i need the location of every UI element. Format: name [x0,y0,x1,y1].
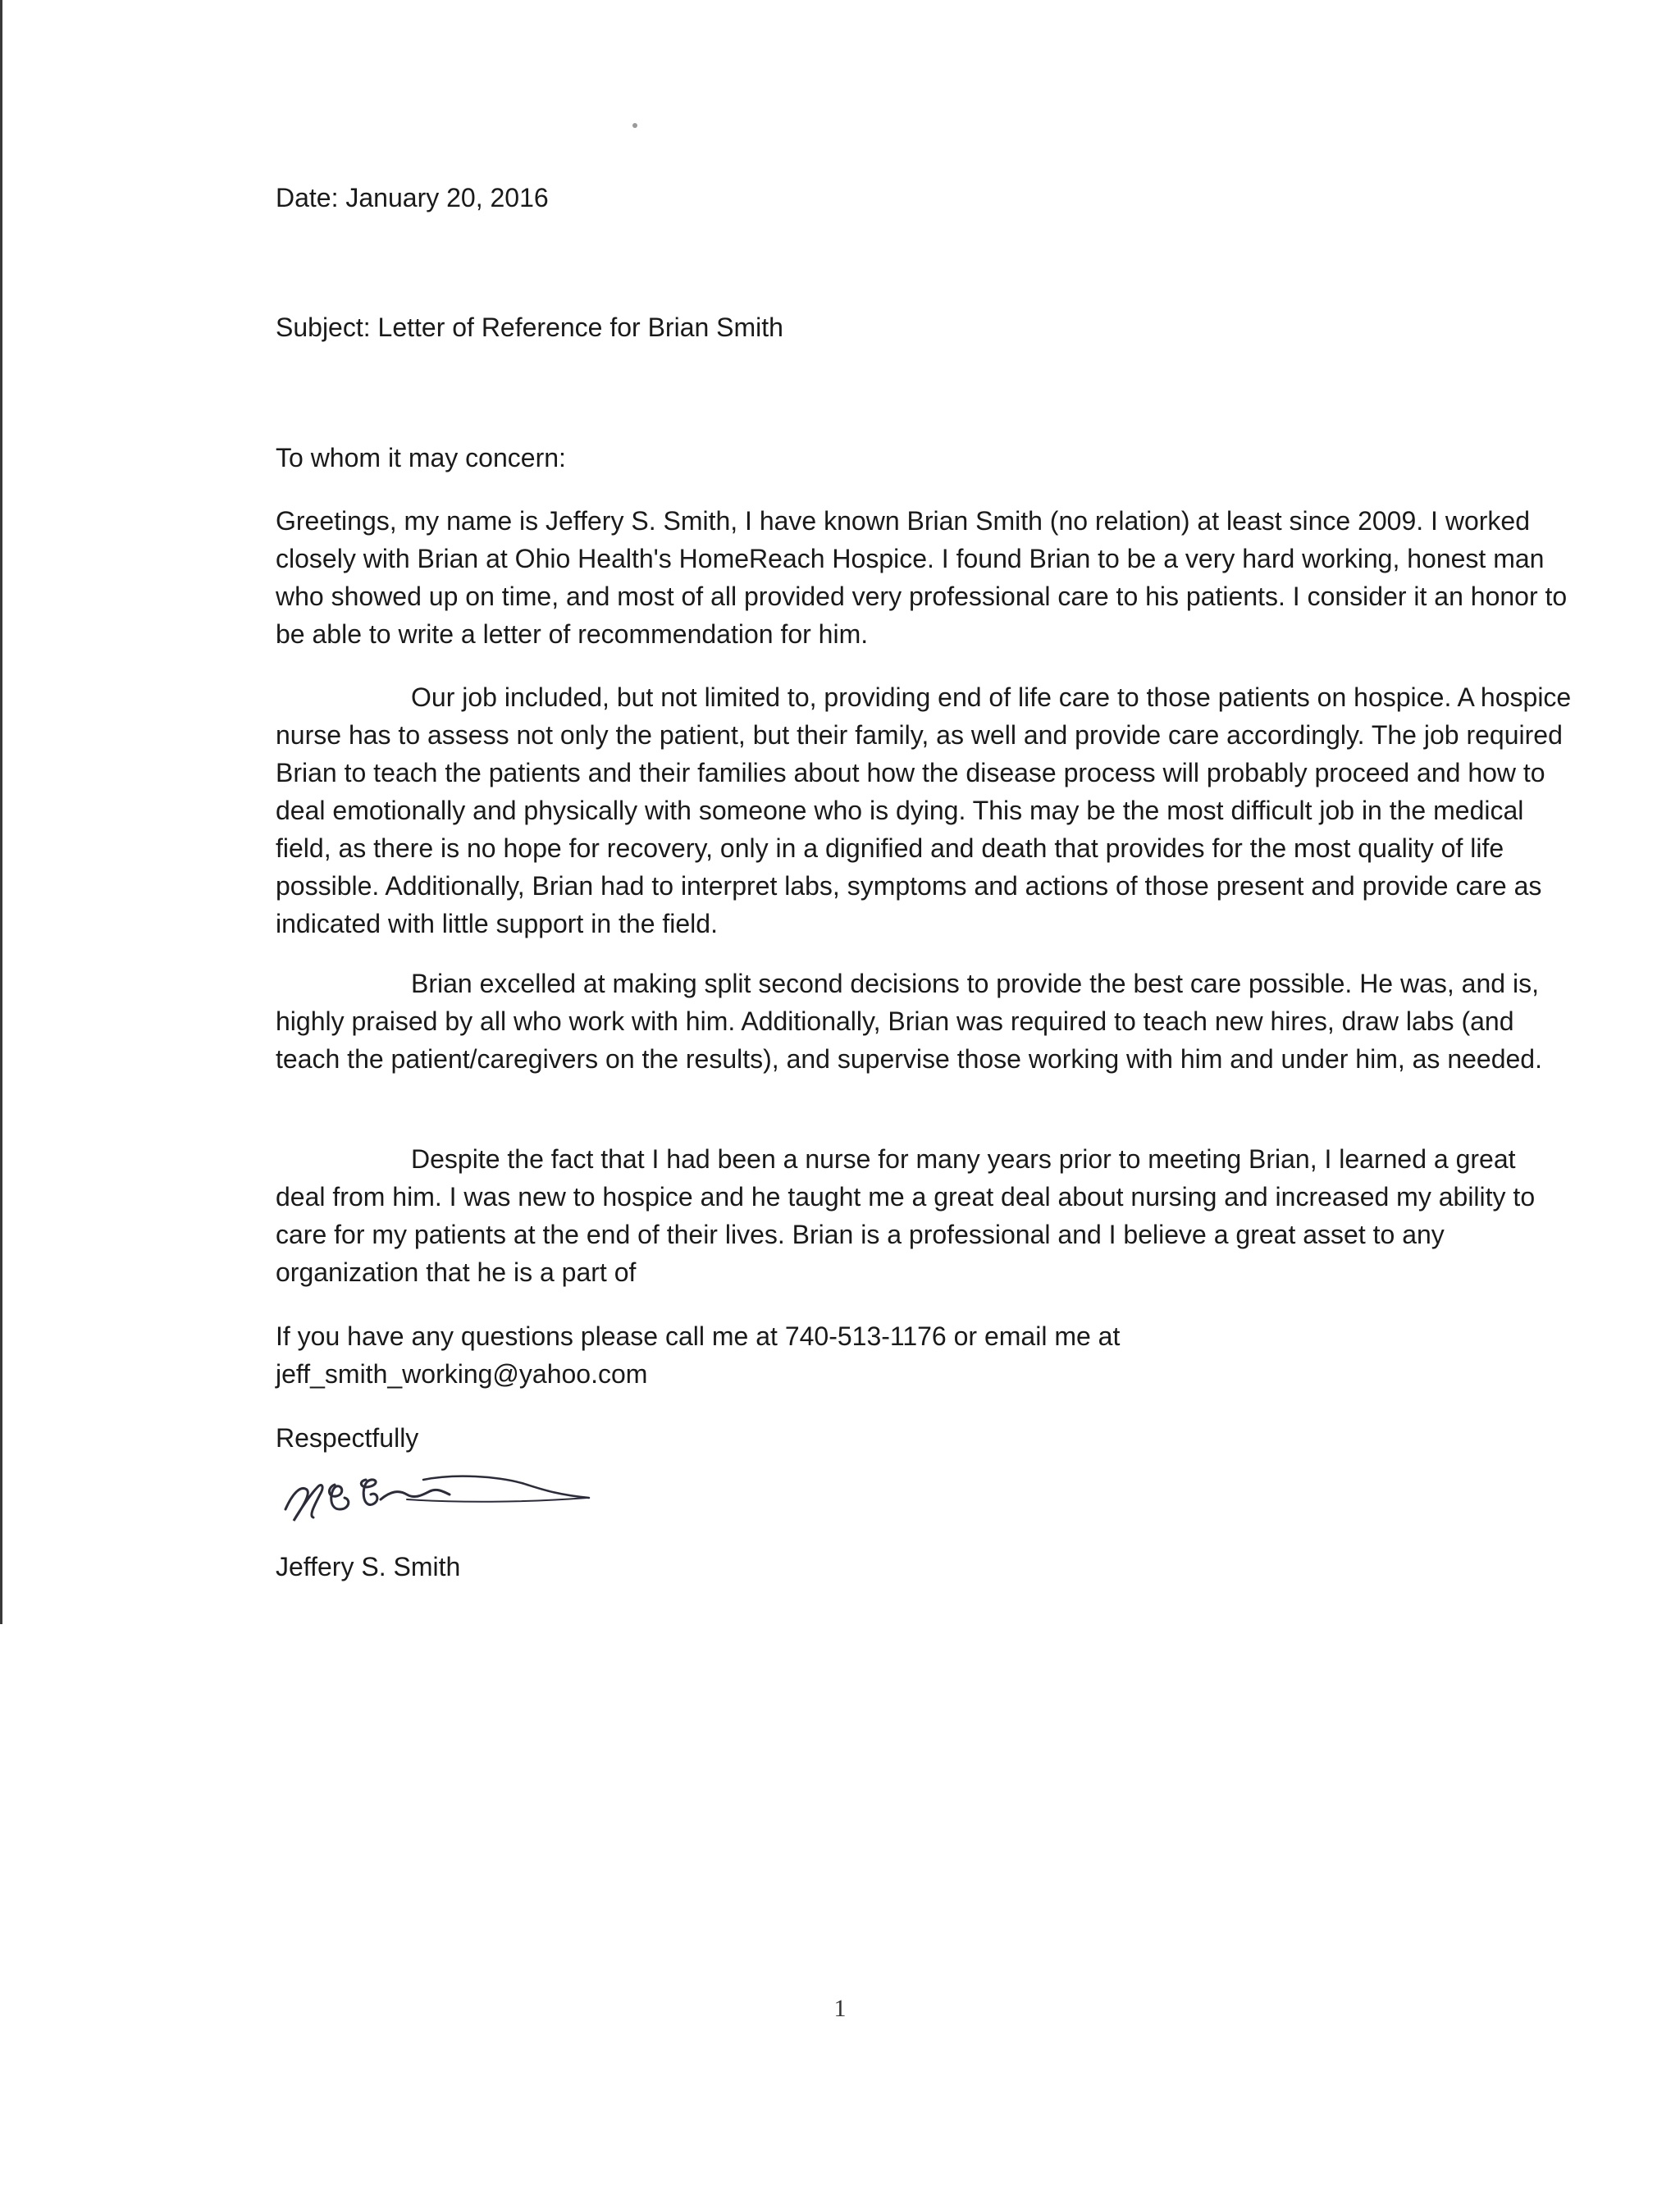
paragraph-intro [276,502,1572,653]
paragraph-personal-experience [276,1140,1572,1291]
handwritten-signature [276,1462,604,1527]
contact-info [276,1317,1572,1393]
contact-email: jeff_smith_working@yahoo.com [276,1359,648,1389]
signer-name: Jeffery S. Smith [276,1552,461,1581]
letter-date: Date: January 20, 2016 [276,183,549,212]
letter-salutation: To whom it may concern: [276,443,566,472]
letter-closing: Respectfully [276,1423,419,1453]
paragraph-text: Brian excelled at making split second decisions to provide the best care possible. He was, and is, highly praised by all who work with him. Additionally, Brian was required to teach new hires, draw labs (and teach the patient/caregivers on the results), and supervise those working with him and under him, as needed. [276,969,1542,1074]
scan-edge-line [0,0,2,1624]
contact-phone-line: If you have any questions please call me at 740-513-1176 or email me at [276,1321,1121,1351]
paragraph-text: Greetings, my name is Jeffery S. Smith, I have known Brian Smith (no relation) at least since 2009. I worked closely with Brian at Ohio Health's HomeReach Hospice. I found Brian to be a very hard working, honest man who showed up on time, and most of all provided very professional care to his patients. I consider it an honor to be able to write a letter of recommendation for him. [276,506,1568,649]
paragraph-job-description [276,678,1572,942]
letter-subject: Subject: Letter of Reference for Brian Smith [276,313,783,342]
paragraph-text: Our job included, but not limited to, providing end of life care to those patients on hospice. A hospice nurse has to assess not only the patient, but their family, as well and provide care accordingly. The job required Brian to teach the patients and their families about how the disease process will probably proceed and how to deal emotionally and physically with someone who is dying. This may be the most difficult job in the medical field, as there is no hope for recovery, only in a dignified and death that provides for the most quality of life possible. Additionally, Brian had to interpret labs, symptoms and actions of those present and provide care as indicated with little support in the field. [276,682,1572,938]
paragraph-text: Despite the fact that I had been a nurse for many years prior to meeting Brian, I learned a great deal from him. I was new to hospice and he taught me a great deal about nursing and increased my ability to care for my patients at the end of their lives. Brian is a professional and I believe a great asset to any organization that he is a part of [276,1144,1536,1287]
page-number: 1 [833,1995,847,2022]
paragraph-skills [276,965,1572,1078]
scan-speck [632,123,637,128]
